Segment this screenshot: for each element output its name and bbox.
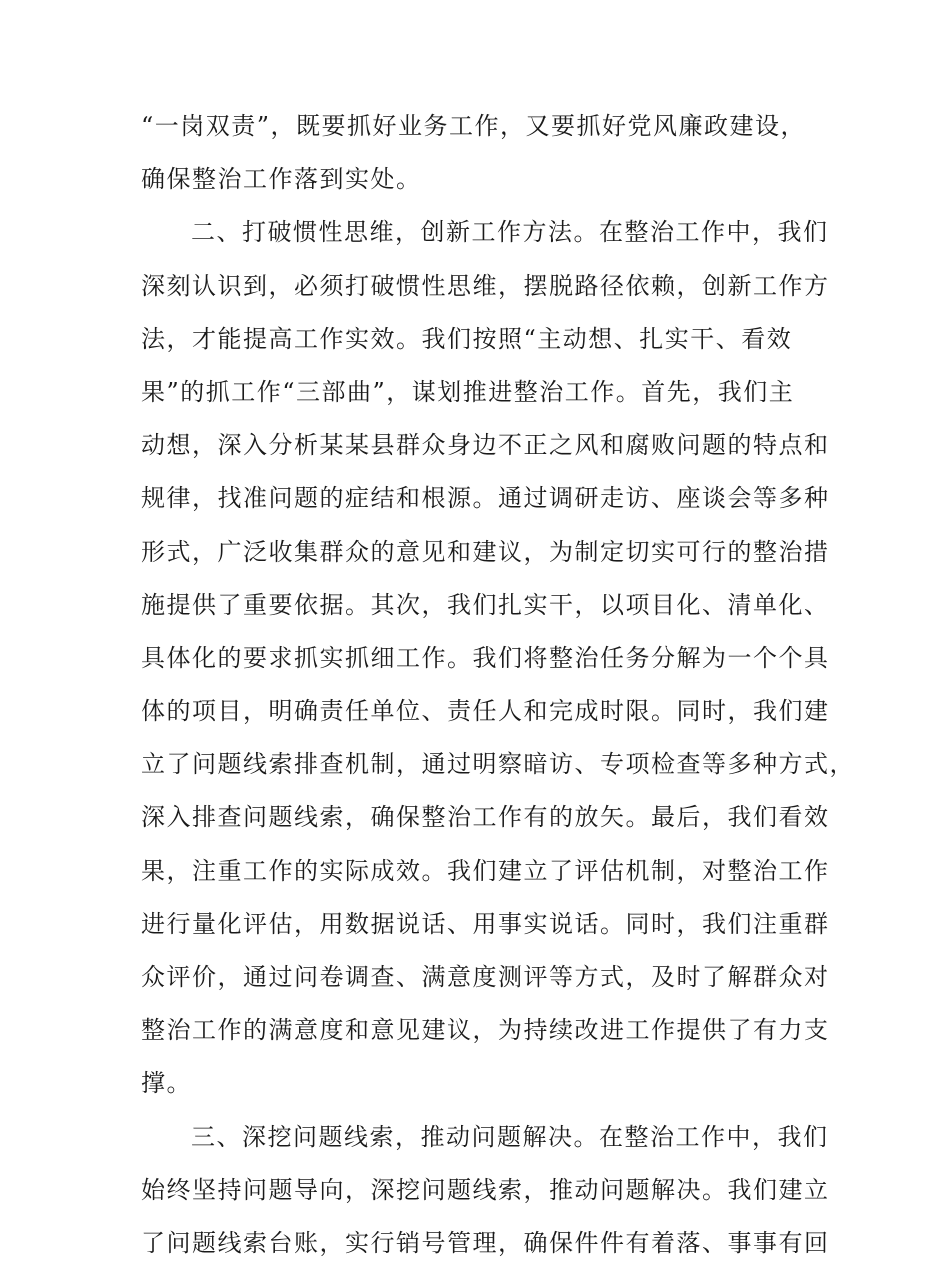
text-line: 果”的抓工作“三部曲”，谋划推进整治工作。首先，我们主	[141, 377, 795, 406]
text-line: 施提供了重要依据。其次，我们扎实干，以项目化、清单化、	[141, 590, 830, 619]
text-line: 规律，找准问题的症结和根源。通过调研走访、座谈会等多种	[141, 484, 830, 513]
text-line: 具体化的要求抓实抓细工作。我们将整治任务分解为一个个具	[141, 643, 830, 672]
text-line: 深入排查问题线索，确保整治工作有的放矢。最后，我们看效	[141, 803, 830, 832]
text-line: 撑。	[141, 1069, 192, 1098]
text-line: 众评价，通过问卷调查、满意度测评等方式，及时了解群众对	[141, 963, 830, 991]
paragraph-section-2	[141, 216, 855, 1099]
text-line: 了问题线索台账，实行销号管理，确保件件有着落、事事有回	[141, 1228, 830, 1257]
text-line: 动想，深入分析某某县群众身边不正之风和腐败问题的特点和	[141, 431, 830, 460]
text-line: 进行量化评估，用数据说话、用事实说话。同时，我们注重群	[141, 909, 830, 938]
text-line: 法，才能提高工作实效。我们按照“主动想、扎实干、看效	[141, 324, 793, 353]
text-line: 二、打破惯性思维，创新工作方法。在整治工作中，我们	[191, 218, 829, 247]
text-line: 果，注重工作的实际成效。我们建立了评估机制，对整治工作	[141, 856, 830, 885]
text-line: 确保整治工作落到实处。	[141, 165, 422, 194]
document-body	[141, 110, 855, 1280]
paragraph-continuation	[141, 110, 821, 195]
paragraph-section-3	[141, 1121, 830, 1259]
text-line: 立了问题线索排查机制，通过明察暗访、专项检查等多种方式，	[141, 750, 855, 779]
text-line: 三、深挖问题线索，推动问题解决。在整治工作中，我们	[191, 1122, 829, 1151]
text-line: 形式，广泛收集群众的意见和建议，为制定切实可行的整治措	[141, 537, 830, 566]
text-line: 始终坚持问题导向，深挖问题线索，推动问题解决。我们建立	[141, 1175, 830, 1204]
text-line: 体的项目，明确责任单位、责任人和完成时限。同时，我们建	[141, 697, 830, 726]
text-line: 整治工作的满意度和意见建议，为持续改进工作提供了有力支	[141, 1016, 830, 1045]
text-line: 深刻认识到，必须打破惯性思维，摆脱路径依赖，创新工作方	[141, 271, 830, 300]
text-line: “一岗双责”，既要抓好业务工作，又要抓好党风廉政建设，	[141, 112, 807, 140]
